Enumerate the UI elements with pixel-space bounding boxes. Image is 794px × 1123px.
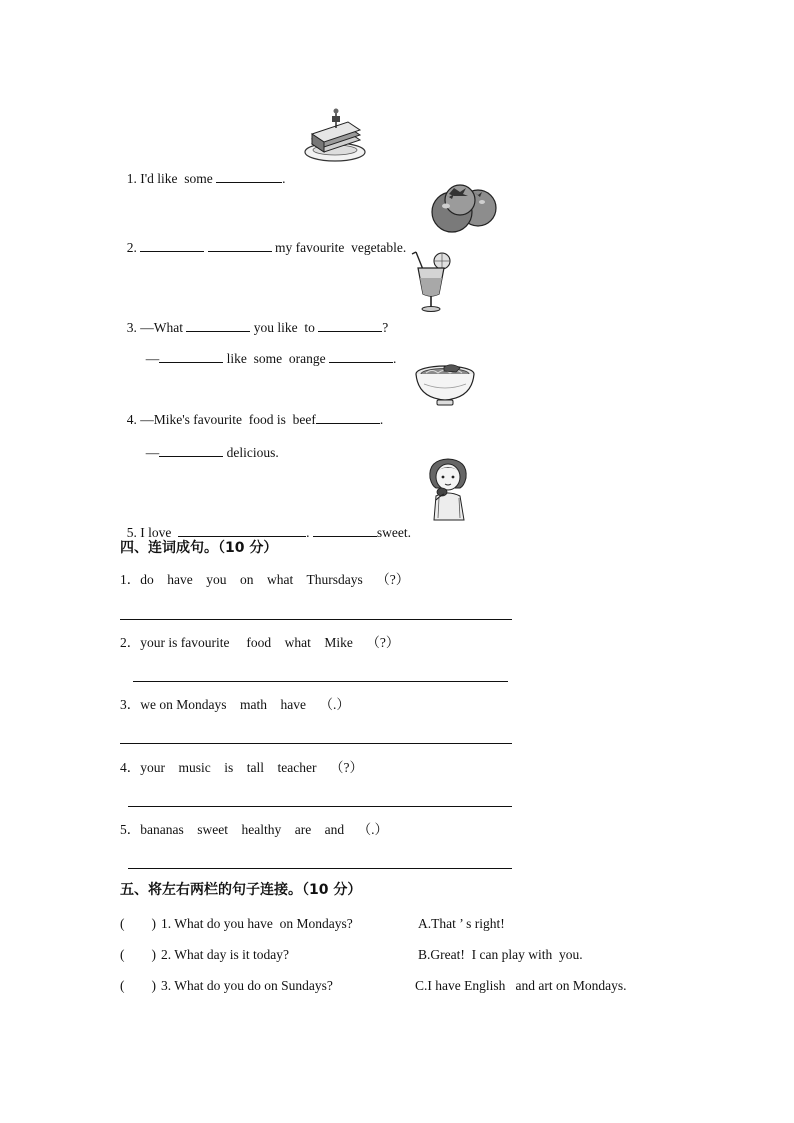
q5-blank-1[interactable] (178, 523, 306, 537)
tomatoes-icon (430, 180, 500, 232)
noodles-bowl-icon (414, 362, 476, 408)
match-left-2: 2. What day is it today? (161, 947, 289, 962)
match-bracket-2[interactable]: ( ) (120, 947, 156, 962)
section4-item-1: 1．do have you on what Thursdays （?） (120, 572, 410, 587)
match-left-1: 1. What do you have on Mondays? (161, 916, 353, 931)
orange-juice-icon (410, 250, 452, 314)
match-right-c: C.I have English and art on Mondays. (415, 978, 627, 993)
section4-item-5: 5．bananas sweet healthy are and （.） (120, 822, 389, 837)
q5-line: 5. I love . sweet. (126, 525, 411, 540)
section4-item-3: 3．we on Mondays math have （.） (120, 697, 350, 712)
q5-blank-2[interactable] (313, 523, 377, 537)
q4-line-2: — delicious. (145, 445, 279, 460)
q3-line-1: 3. —What you like to ? (126, 320, 389, 335)
q4-line-1: 4. —Mike's favourite food is beef . (126, 412, 384, 427)
q3-line-2: — like some orange . (145, 351, 397, 366)
match-right-a: A.That ’ s right! (418, 916, 505, 931)
q1-blank[interactable] (216, 169, 282, 183)
match-right-b: B.Great! I can play with you. (418, 947, 583, 962)
q3-blank-4[interactable] (329, 349, 393, 363)
q1-line: 1. I'd like some . (126, 171, 286, 186)
q3-blank-2[interactable] (318, 318, 382, 332)
q4-blank-2[interactable] (159, 443, 223, 457)
answer-line-1[interactable] (120, 619, 512, 620)
q2-line: 2. my favourite vegetable. (126, 240, 407, 255)
sandwich-icon (304, 106, 366, 164)
section4-heading: 四、连词成句。（10 分） (120, 540, 278, 556)
answer-line-4[interactable] (128, 806, 512, 807)
answer-line-2[interactable] (133, 681, 508, 682)
q3-blank-1[interactable] (186, 318, 250, 332)
answer-line-5[interactable] (128, 868, 512, 869)
section5-heading: 五、将左右两栏的句子连接。（10 分） (120, 882, 362, 898)
answer-line-3[interactable] (120, 743, 512, 744)
q2-blank-1[interactable] (140, 238, 204, 252)
q3-blank-3[interactable] (159, 349, 223, 363)
match-left-3: 3. What do you do on Sundays? (161, 978, 333, 993)
match-bracket-1[interactable]: ( ) (120, 916, 156, 931)
section4-item-4: 4．your music is tall teacher （?） (120, 760, 363, 775)
section4-item-2: 2．your is favourite food what Mike （?） (120, 635, 400, 650)
q2-blank-2[interactable] (208, 238, 272, 252)
girl-eating-icon (424, 456, 472, 520)
q4-blank-1[interactable] (316, 410, 380, 424)
match-bracket-3[interactable]: ( ) (120, 978, 156, 993)
